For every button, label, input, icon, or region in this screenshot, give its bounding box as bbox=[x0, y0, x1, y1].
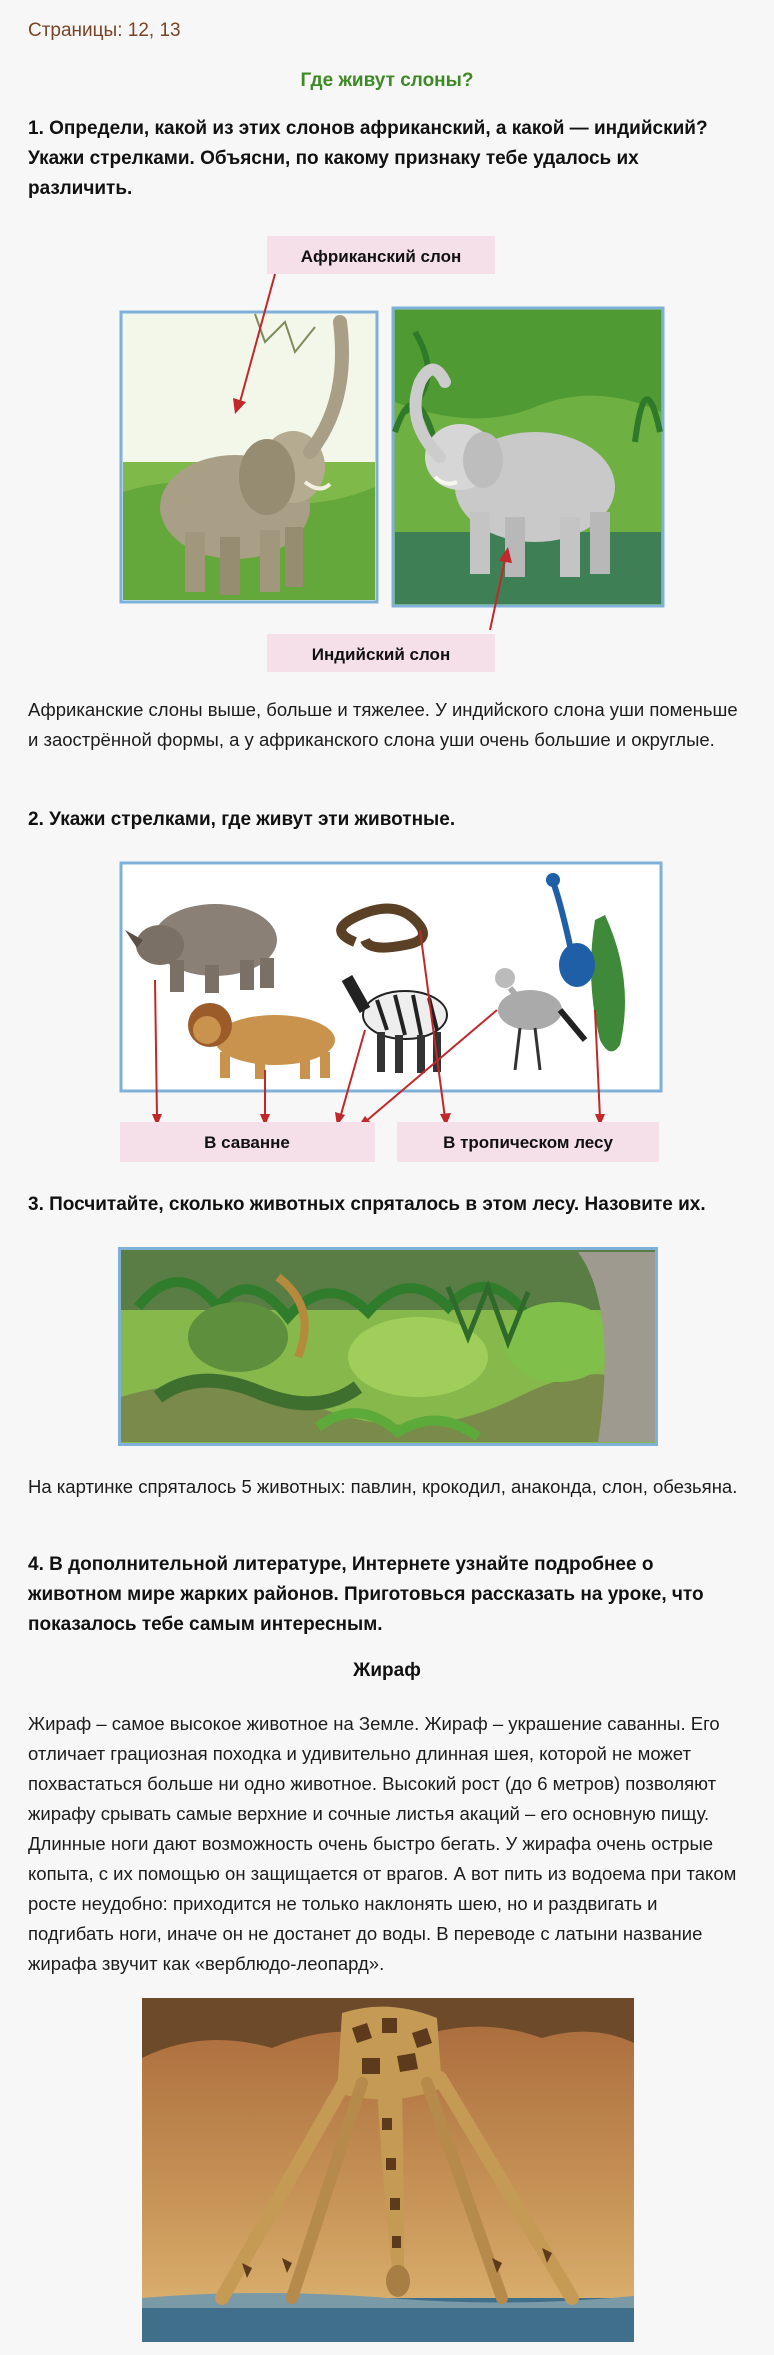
giraffe-figure bbox=[142, 1998, 634, 2342]
habitat-figure bbox=[115, 860, 675, 1170]
pages-label: Страницы: 12, 13 bbox=[28, 20, 181, 41]
task-2-question: 2. Укажи стрелками, где живут эти животные. bbox=[28, 809, 456, 830]
forest-figure bbox=[118, 1247, 658, 1447]
giraffe-heading: Жираф bbox=[353, 1660, 421, 1681]
african-label: Африканский слон bbox=[300, 247, 462, 266]
elephants-figure bbox=[115, 232, 675, 677]
task-1-answer: Африканские слоны выше, больше и тяжелее. У индийского слона уши поменьше и заострённой формы, а у африканского слона уши очень большие и округлые. bbox=[28, 699, 738, 750]
task-4-question: 4. В дополнительной литературе, Интернете узнайте подробнее о животном мире жарких районов. Приготовься рассказать на уроке, что показалось тебе самым интересным. bbox=[28, 1554, 704, 1635]
secretary-bird bbox=[498, 990, 562, 1030]
lion bbox=[215, 1015, 335, 1065]
forest-label: В тропическом лесу bbox=[443, 1133, 613, 1152]
task-1-question: 1. Определи, какой из этих слонов африканский, а какой — индийский? Укажи стрелками. Объясни, по какому признаку тебе удалось их различить. bbox=[28, 118, 708, 199]
indian-label: Индийский слон bbox=[311, 645, 451, 664]
page-title: Где живут слоны? bbox=[300, 70, 474, 91]
task-3-question: 3. Посчитайте, сколько животных спряталось в этом лесу. Назовите их. bbox=[28, 1194, 706, 1215]
giraffe-text: Жираф – самое высокое животное на Земле. Жираф – украшение саванны. Его отличает грациозная походка и удивительно длинная шея, которой не может похвастаться больше ни одно животное. Высокий рост (до 6 метров) позволяют жирафу срывать самые верхние и сочные листья акаций – его основную пищу. Длинные ноги дают возможность очень быстро бегать. У жирафа очень острые копыта, с их помощью он защищается от врагов. А вот пить из водоема при таком росте неудобно: приходится не только наклонять шею, но и раздвигать и подгибать ноги, иначе он не достанет до воды. В переводе с латыни название жирафа звучит как «верблюдо-леопард». bbox=[28, 1713, 737, 1974]
task-3-answer: На картинке спряталось 5 животных: павлин, крокодил, анаконда, слон, обезьяна. bbox=[28, 1476, 738, 1497]
savanna-label: В саванне bbox=[204, 1133, 290, 1152]
